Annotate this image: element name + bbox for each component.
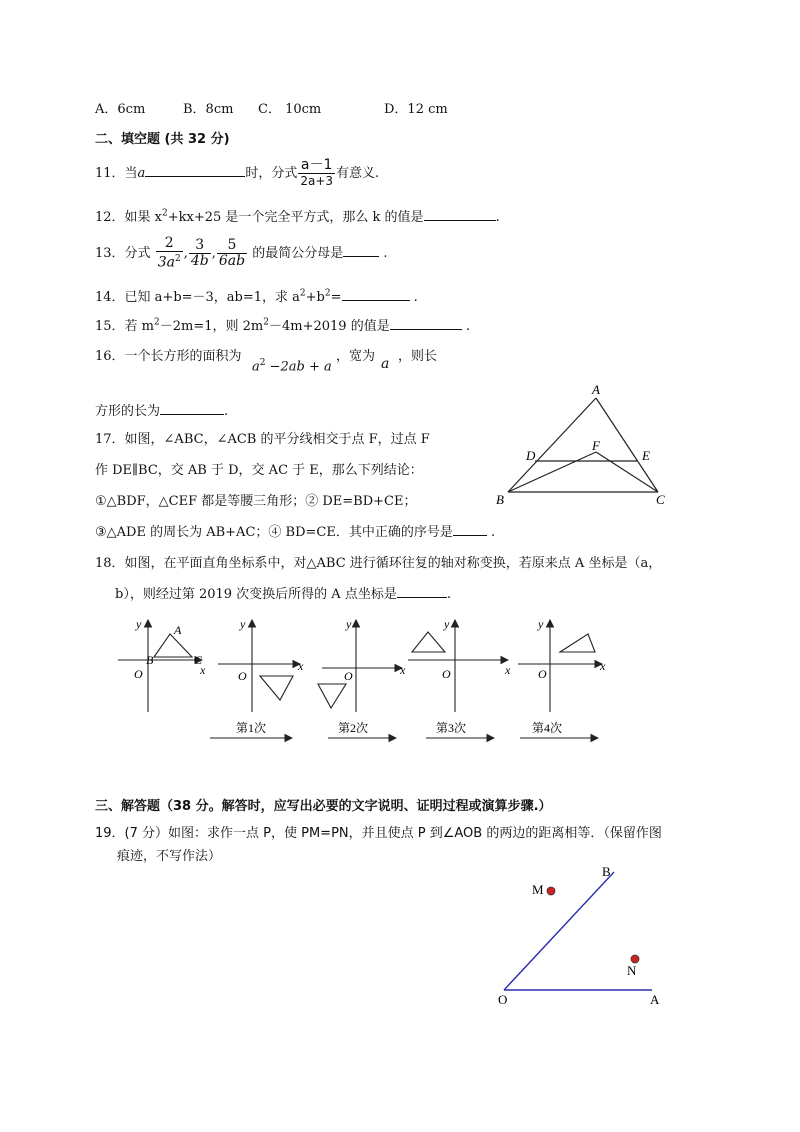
section-title-fill-blank: 二、填空题 (共 32 分) bbox=[95, 132, 230, 147]
label-o: O bbox=[238, 669, 247, 683]
question-18-line1: 18．如图，在平面直角坐标系中，对△ABC 进行循环往复的轴对称变换，若原来点 A 坐标是（a， bbox=[95, 556, 662, 571]
option-a: A．6cm bbox=[95, 102, 146, 117]
option-d: D．12 cm bbox=[384, 102, 448, 117]
question-16-width: ，宽为 bbox=[336, 349, 376, 364]
option-b: B．8cm bbox=[183, 102, 234, 117]
reflection-sequence-figure bbox=[110, 612, 610, 747]
angle-figure bbox=[490, 860, 680, 1010]
label-x: x bbox=[400, 663, 406, 677]
label-y: y bbox=[346, 617, 352, 631]
label-b: B bbox=[146, 653, 154, 667]
fraction: $\frac{2}{3a^2}$ bbox=[157, 235, 181, 271]
label-y: y bbox=[538, 617, 544, 631]
question-14: 14．已知 a+b=－3，ab=1，求 $a^2+b^2=$ . bbox=[95, 288, 418, 305]
label-x: x bbox=[200, 663, 206, 677]
question-16: 16．一个长方形的面积为 bbox=[95, 349, 242, 364]
point-m bbox=[547, 887, 555, 895]
fraction: $\frac{3}{4b}$ bbox=[190, 236, 209, 269]
step-2-label: 第2次 bbox=[338, 721, 369, 735]
label-x: x bbox=[600, 659, 606, 673]
label-x: x bbox=[505, 663, 511, 677]
label-c: C bbox=[194, 653, 203, 667]
label-f: F bbox=[592, 438, 600, 453]
label-b: B bbox=[496, 492, 504, 507]
question-18-line2: b），则经过第 2019 次变换后所得的 A 点坐标是 . bbox=[115, 587, 451, 602]
label-a: A bbox=[592, 382, 600, 397]
triangle-figure bbox=[490, 382, 680, 512]
question-16-end: ，则长 bbox=[398, 349, 438, 364]
answer-blank[interactable] bbox=[453, 523, 487, 536]
answer-blank[interactable] bbox=[397, 585, 447, 598]
section-title-solutions: 三、解答题（38 分。解答时，应写出必要的文字说明、证明过程或演算步骤.） bbox=[95, 799, 552, 814]
label-m: M bbox=[532, 882, 544, 897]
fraction: $\frac{5}{6ab}$ bbox=[218, 236, 246, 269]
answer-blank[interactable] bbox=[160, 402, 224, 415]
question-13: 13．分式 $\frac{2}{3a^2}$ , $\frac{3}{4b}$ , $\frac{5}{6ab}$ 的最简公分母是 . bbox=[95, 235, 388, 271]
width-var: a bbox=[381, 356, 390, 372]
label-o: O bbox=[538, 667, 547, 681]
question-15: 15．若 $m^2-2m=1$，则 $2m^2-4m+2019$ 的值是 . bbox=[95, 317, 470, 334]
label-o: O bbox=[134, 667, 143, 681]
ray-ob bbox=[504, 872, 614, 990]
label-e: E bbox=[642, 448, 650, 463]
step-1-label: 第1次 bbox=[236, 721, 267, 735]
answer-blank[interactable] bbox=[145, 164, 245, 177]
label-y: y bbox=[136, 617, 142, 631]
option-c: C． 10cm bbox=[258, 102, 322, 117]
question-17-line2: 作 DE∥BC，交 AB 于 D，交 AC 于 E，那么下列结论： bbox=[95, 463, 423, 478]
label-o: O bbox=[498, 992, 508, 1007]
question-12: 12．如果 $x^2+kx+25$ 是一个完全平方式，那么 k 的值是 . bbox=[95, 208, 500, 225]
question-17-line1: 17．如图，∠ABC，∠ACB 的平分线相交于点 F，过点 F bbox=[95, 432, 430, 447]
label-a: A bbox=[650, 992, 660, 1007]
question-11: 11．当a 时，分式 $\frac{a-1}{2a+3}$ 有意义. bbox=[95, 157, 380, 188]
label-o: O bbox=[344, 669, 353, 683]
answer-blank[interactable] bbox=[390, 317, 462, 330]
label-x: x bbox=[298, 659, 304, 673]
label-b: B bbox=[602, 864, 611, 879]
question-19-line2: 痕迹，不写作法） bbox=[117, 849, 222, 864]
fraction: $\frac{a-1}{2a+3}$ bbox=[300, 157, 334, 188]
question-17-line4: ③△ADE 的周长为 AB+AC；④ BD=CE．其中正确的序号是 . bbox=[95, 525, 496, 540]
point-n bbox=[631, 955, 639, 963]
question-17-line3: ①△BDF，△CEF 都是等腰三角形；② DE=BD+CE； bbox=[95, 494, 417, 509]
label-y: y bbox=[444, 617, 450, 631]
step-3-label: 第3次 bbox=[436, 721, 467, 735]
area-expression: $a^2 -2ab + a$ bbox=[252, 358, 332, 375]
label-n: N bbox=[627, 963, 637, 978]
label-o: O bbox=[442, 667, 451, 681]
label-a: A bbox=[174, 623, 182, 637]
answer-blank[interactable] bbox=[343, 244, 379, 257]
answer-blank[interactable] bbox=[342, 288, 410, 301]
label-y: y bbox=[240, 617, 246, 631]
question-19-line1: 19．(7 分）如图：求作一点 P，使 PM=PN，并且使点 P 到∠AOB 的两边的距离相等．（保留作图 bbox=[95, 826, 662, 841]
answer-blank[interactable] bbox=[424, 208, 496, 221]
label-d: D bbox=[526, 448, 536, 463]
label-c: C bbox=[656, 492, 665, 507]
question-16-line2: 方形的长为 . bbox=[95, 404, 229, 419]
step-4-label: 第4次 bbox=[532, 721, 563, 735]
